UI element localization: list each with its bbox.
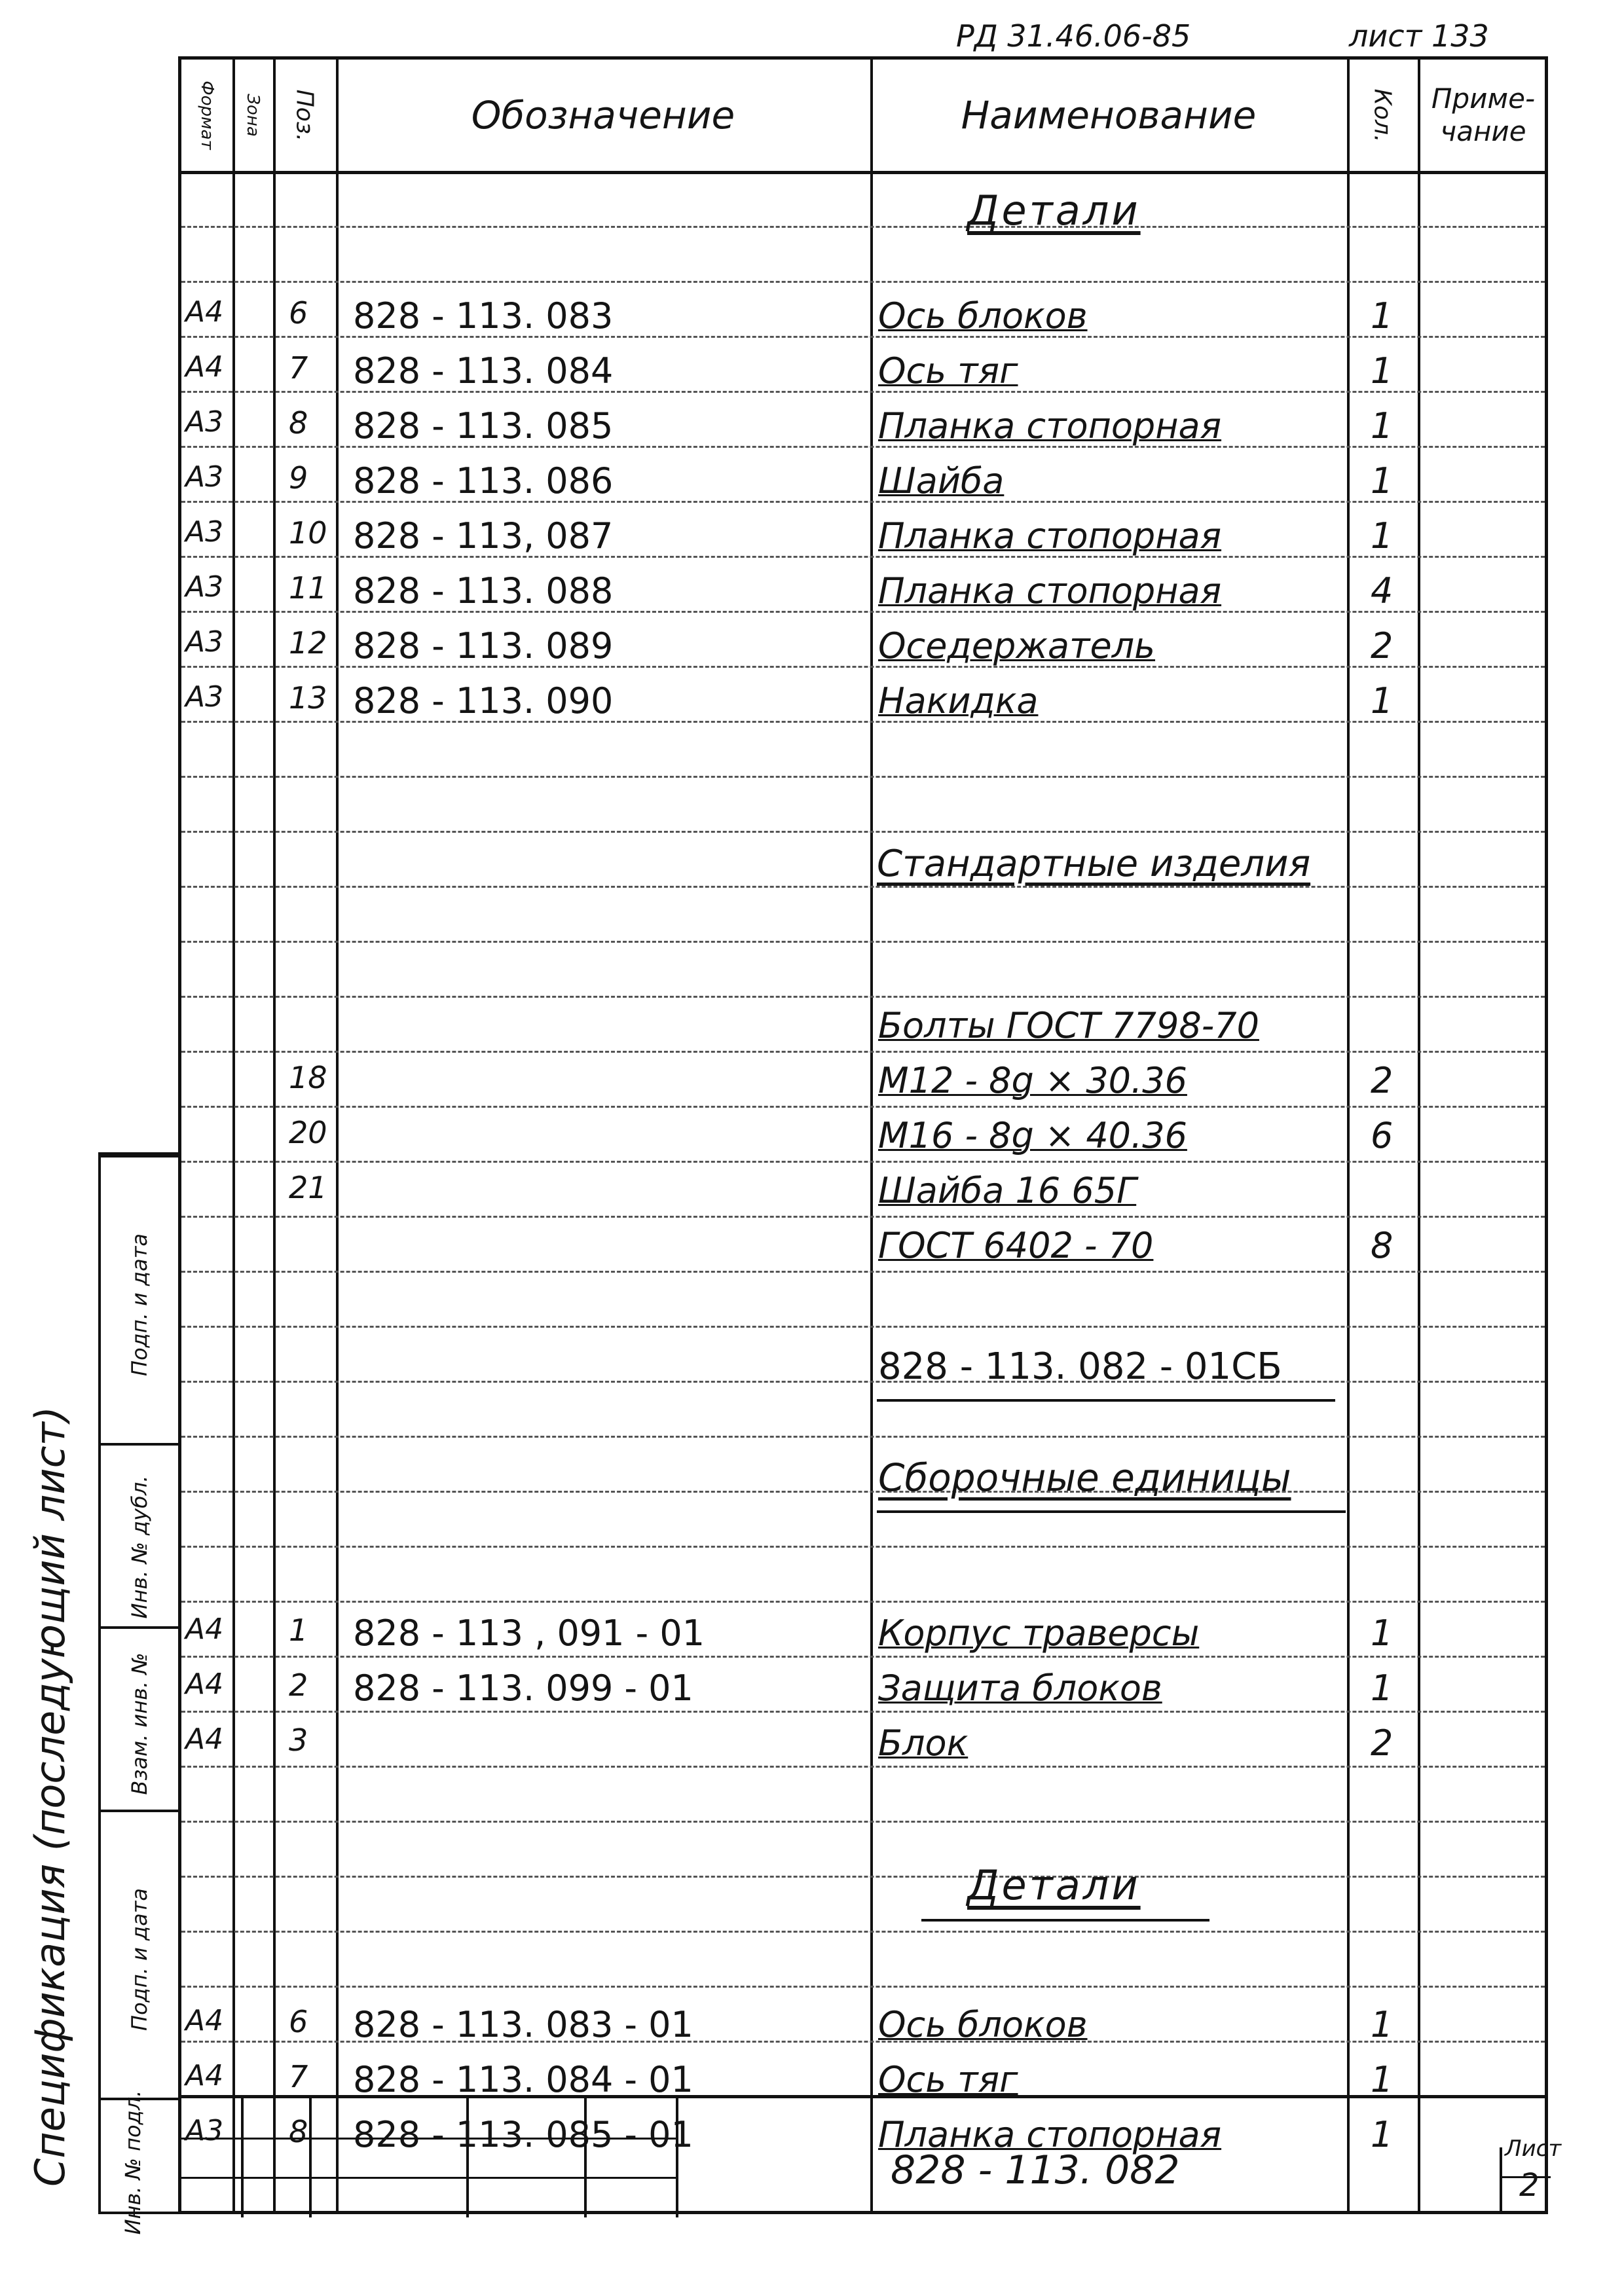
quantity-cell: 4 xyxy=(1371,570,1393,611)
format-cell: А3 xyxy=(185,2114,224,2147)
row-line xyxy=(181,886,1545,888)
format-cell: А4 xyxy=(185,1667,224,1701)
col-header-zone: Зона xyxy=(243,94,263,137)
designation-cell: 828 - 113. 083 xyxy=(353,295,614,337)
row-line xyxy=(181,1326,1545,1328)
name-cell: Планка стопорная xyxy=(878,515,1222,556)
quantity-cell: 8 xyxy=(1371,1225,1393,1266)
specification-table xyxy=(178,56,1548,2214)
row-line xyxy=(181,1216,1545,1218)
section-title-parts: Детали xyxy=(967,187,1141,234)
col-header-designation: Обозначение xyxy=(471,93,735,137)
strip-label-inv-dup: Инв. № дубл. xyxy=(127,1475,152,1619)
name-cell: Накидка xyxy=(878,680,1039,721)
format-cell: А4 xyxy=(185,1613,224,1646)
col-divider-zone xyxy=(273,60,276,2211)
col-divider-pos xyxy=(336,60,339,2211)
designation-cell: 828 - 113, 087 xyxy=(353,515,614,556)
sheet-number: 2 xyxy=(1519,2167,1540,2204)
position-cell: 8 xyxy=(289,405,308,441)
parts-2-underline xyxy=(921,1919,1209,1922)
name-cell: Оседержатель xyxy=(878,625,1156,666)
quantity-cell: 1 xyxy=(1371,460,1393,501)
name-cell: ГОСТ 6402 - 70 xyxy=(878,1225,1154,1266)
name-cell: Планка стопорная xyxy=(878,2114,1222,2155)
row-line xyxy=(181,281,1545,283)
strip-label-sign-date-2: Подп. и дата xyxy=(127,1233,152,1376)
designation-cell: 828 - 113 , 091 - 01 xyxy=(353,1613,705,1654)
stamp-grid xyxy=(178,2098,689,2217)
row-line xyxy=(181,1161,1545,1163)
row-line xyxy=(181,996,1545,998)
position-cell: 9 xyxy=(289,460,308,496)
position-cell: 3 xyxy=(289,1722,308,1758)
position-cell: 18 xyxy=(289,1060,327,1095)
row-line xyxy=(181,1271,1545,1273)
strip-divider xyxy=(101,1810,178,1812)
designation-cell: 828 - 113. 089 xyxy=(353,625,614,666)
quantity-cell: 1 xyxy=(1371,2004,1393,2045)
document-code: РД 31.46.06-85 xyxy=(956,18,1191,54)
designation-cell: 828 - 113. 085 - 01 xyxy=(353,2114,693,2155)
binding-strip xyxy=(98,1152,181,2235)
designation-cell: 828 - 113. 099 - 01 xyxy=(353,1667,693,1709)
section-title-parts-2: Детали xyxy=(967,1861,1141,1909)
designation-cell: 828 - 113. 085 xyxy=(353,405,614,446)
format-cell: А4 xyxy=(185,295,224,329)
format-cell: А4 xyxy=(185,2004,224,2037)
name-cell: Шайба xyxy=(878,460,1005,501)
position-cell: 6 xyxy=(289,2004,308,2039)
position-cell: 12 xyxy=(289,625,327,661)
strip-divider xyxy=(101,1626,178,1629)
side-note: Спецификация (последующий лист) xyxy=(26,1406,74,2187)
name-cell: Ось тяг xyxy=(878,350,1018,392)
position-cell: 10 xyxy=(289,515,327,551)
quantity-cell: 1 xyxy=(1371,405,1393,446)
name-cell: Блок xyxy=(878,1722,969,1764)
document-header xyxy=(943,12,1598,58)
quantity-cell: 1 xyxy=(1371,350,1393,392)
col-divider-qty xyxy=(1418,60,1420,2211)
quantity-cell: 1 xyxy=(1371,515,1393,556)
format-cell: А3 xyxy=(185,405,224,439)
title-block xyxy=(178,2095,1548,2217)
row-line xyxy=(181,1821,1545,1823)
format-cell: А4 xyxy=(185,2059,224,2092)
row-line xyxy=(181,1051,1545,1053)
col-header-name: Наименование xyxy=(961,93,1257,137)
col-header-note: Приме- чание xyxy=(1431,82,1536,147)
format-cell: А4 xyxy=(185,350,224,384)
position-cell: 20 xyxy=(289,1115,327,1150)
quantity-cell: 1 xyxy=(1371,2059,1393,2100)
quantity-cell: 1 xyxy=(1371,1667,1393,1709)
strip-label-sign-date-1: Подп. и дата xyxy=(127,1888,152,2031)
position-cell: 7 xyxy=(289,2059,308,2094)
row-line xyxy=(181,1711,1545,1713)
row-line xyxy=(181,1601,1545,1603)
position-cell: 2 xyxy=(289,1667,308,1703)
row-line xyxy=(181,831,1545,833)
row-line xyxy=(181,1546,1545,1548)
designation-cell: 828 - 113. 090 xyxy=(353,680,614,721)
name-cell: М16 - 8g × 40.36 xyxy=(878,1115,1187,1156)
designation-cell: 828 - 113. 084 - 01 xyxy=(353,2059,693,2100)
section-title-assembly-units: Сборочные единицы xyxy=(878,1455,1291,1500)
assembly-units-underline xyxy=(877,1510,1346,1513)
quantity-cell: 6 xyxy=(1371,1115,1393,1156)
position-cell: 6 xyxy=(289,295,308,331)
name-cell: Болты ГОСТ 7798-70 xyxy=(878,1005,1259,1046)
name-cell: М12 - 8g × 30.36 xyxy=(878,1060,1187,1101)
position-cell: 11 xyxy=(289,570,327,606)
designation-cell: 828 - 113. 086 xyxy=(353,460,614,501)
name-cell: Планка стопорная xyxy=(878,570,1222,611)
col-header-pos: Поз. xyxy=(291,89,318,141)
row-line xyxy=(181,1931,1545,1933)
designation-cell: 828 - 113. 084 xyxy=(353,350,614,392)
name-cell: Корпус траверсы xyxy=(878,1613,1200,1654)
row-line xyxy=(181,1436,1545,1438)
strip-label-inv-orig: Инв. № подл. xyxy=(120,2090,145,2235)
position-cell: 1 xyxy=(289,1613,308,1648)
col-divider-designation xyxy=(870,60,873,2211)
quantity-cell: 1 xyxy=(1371,1613,1393,1654)
strip-label-replace-inv: Взам. инв. № xyxy=(127,1652,152,1795)
col-divider-format xyxy=(232,60,235,2211)
quantity-cell: 2 xyxy=(1371,1060,1393,1101)
row-line xyxy=(181,1876,1545,1878)
sheet-label: Лист xyxy=(1505,2136,1562,2162)
row-line xyxy=(181,941,1545,943)
assembly-designation-underline xyxy=(877,1399,1335,1402)
strip-divider xyxy=(101,1155,178,1157)
row-line xyxy=(181,776,1545,778)
format-cell: А3 xyxy=(185,460,224,494)
format-cell: А3 xyxy=(185,515,224,549)
row-line xyxy=(181,1656,1545,1658)
row-line xyxy=(181,1986,1545,1988)
row-line xyxy=(181,1491,1545,1493)
designation-cell: 828 - 113. 083 - 01 xyxy=(353,2004,693,2045)
strip-divider xyxy=(101,1443,178,1446)
name-cell: Ось блоков xyxy=(878,2004,1088,2045)
position-cell: 7 xyxy=(289,350,308,386)
row-line xyxy=(181,226,1545,228)
assembly-designation: 828 - 113. 082 - 01СБ xyxy=(878,1345,1282,1388)
position-cell: 8 xyxy=(289,2114,308,2149)
format-cell: А3 xyxy=(185,680,224,714)
row-line xyxy=(181,1106,1545,1108)
quantity-cell: 1 xyxy=(1371,295,1393,337)
stamp-designation: 828 - 113. 082 xyxy=(891,2147,1180,2193)
col-header-format: Формат xyxy=(197,81,217,150)
name-cell: Шайба 16 65Г xyxy=(878,1170,1137,1211)
quantity-cell: 2 xyxy=(1371,1722,1393,1764)
name-cell: Ось блоков xyxy=(878,295,1088,337)
quantity-cell: 1 xyxy=(1371,2114,1393,2155)
position-cell: 21 xyxy=(289,1170,327,1205)
format-cell: А3 xyxy=(185,625,224,659)
name-cell: Ось тяг xyxy=(878,2059,1018,2100)
section-title-standard-items: Стандартные изделия xyxy=(877,843,1311,885)
format-cell: А3 xyxy=(185,570,224,604)
row-line xyxy=(181,171,1545,174)
col-divider-name xyxy=(1347,60,1350,2211)
sheet-reference: лист 133 xyxy=(1349,18,1489,54)
designation-cell: 828 - 113. 088 xyxy=(353,570,614,611)
name-cell: Защита блоков xyxy=(878,1667,1162,1709)
quantity-cell: 1 xyxy=(1371,680,1393,721)
position-cell: 13 xyxy=(289,680,327,716)
name-cell: Планка стопорная xyxy=(878,405,1222,446)
row-line xyxy=(181,1381,1545,1383)
format-cell: А4 xyxy=(185,1722,224,1756)
quantity-cell: 2 xyxy=(1371,625,1393,666)
col-header-qty: Кол. xyxy=(1369,88,1396,143)
row-line xyxy=(181,1766,1545,1768)
